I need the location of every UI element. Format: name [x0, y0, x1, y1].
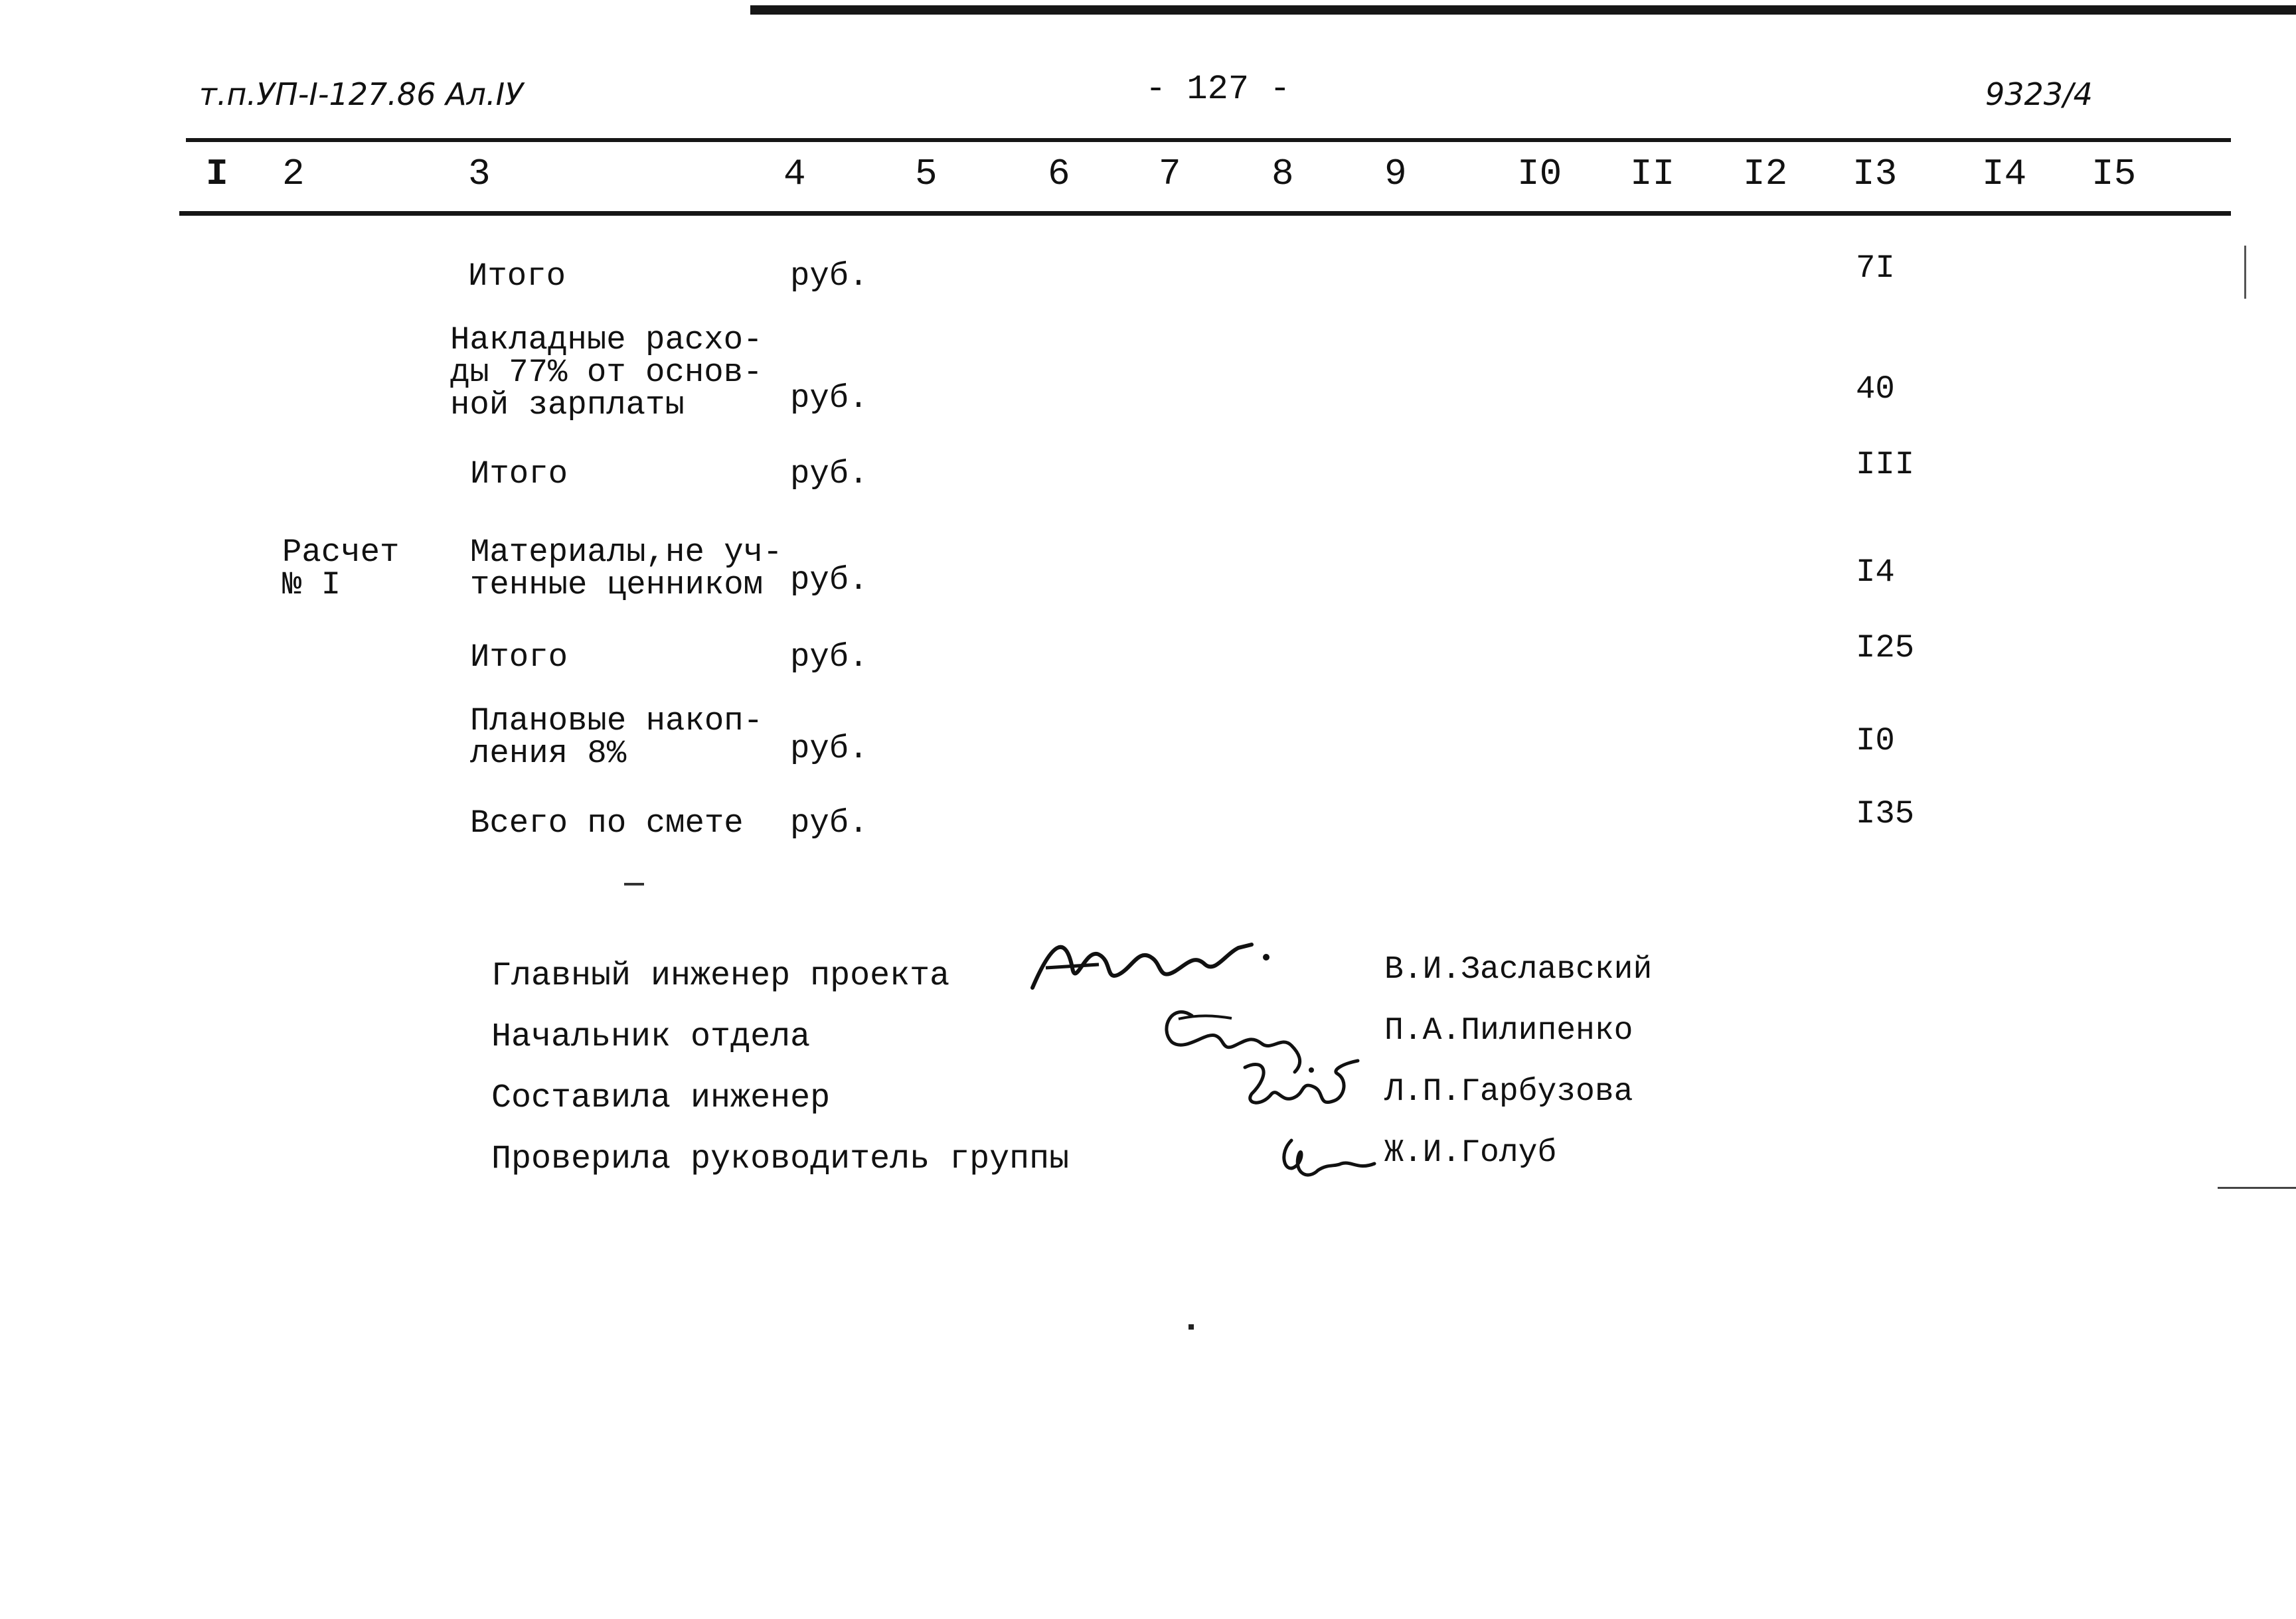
column-number: I5	[2091, 153, 2137, 195]
row-unit: руб.	[790, 805, 868, 842]
column-number: 4	[783, 153, 806, 195]
row-unit: руб.	[790, 455, 868, 493]
scan-speck	[624, 883, 644, 886]
document-code: т.п.УП-І-127.86 Ал.ІУ	[199, 76, 524, 112]
signatory-name: П.А.Пилипенко	[1384, 1013, 1633, 1049]
row-label: Всего по смете	[470, 805, 744, 842]
row-value: I0	[1856, 722, 1895, 759]
handwritten-signature-icon	[1275, 1134, 1388, 1190]
row-unit: руб.	[790, 562, 868, 599]
row-value: 40	[1856, 370, 1895, 408]
row-label: Итого	[468, 258, 566, 295]
row-unit: руб.	[790, 258, 868, 295]
column-number: 2	[282, 153, 305, 195]
handwritten-signature-icon	[1232, 1054, 1364, 1130]
top-border-line	[750, 5, 2296, 15]
column-number: I4	[1982, 153, 2027, 195]
row-label: Накладные расхо- ды 77% от основ- ной зарплаты	[450, 321, 763, 424]
page-number: - 127 -	[1145, 70, 1291, 109]
signatory-role: Составила инженер	[491, 1079, 831, 1117]
column-number: 8	[1271, 153, 1294, 195]
header-top-rule	[186, 138, 2231, 142]
column-number: 5	[915, 153, 938, 195]
header-bottom-rule	[179, 211, 2231, 216]
signatory-role: Начальник отдела	[491, 1018, 811, 1056]
scan-speck	[2218, 1187, 2296, 1189]
calculation-reference: Расчет № I	[282, 534, 400, 603]
row-unit: руб.	[790, 639, 868, 676]
column-number: I3	[1852, 153, 1898, 195]
archive-number: 9323/4	[1985, 76, 2093, 112]
row-label: Материалы,не уч- тенные ценником	[470, 534, 783, 603]
signatory-name: Л.П.Гарбузова	[1384, 1074, 1633, 1110]
column-number: 7	[1159, 153, 1181, 195]
row-unit: руб.	[790, 380, 868, 417]
column-number: II	[1630, 153, 1675, 195]
row-value: 7I	[1856, 250, 1895, 287]
column-number: 9	[1384, 153, 1407, 195]
row-unit: руб.	[790, 730, 868, 767]
scan-speck	[1189, 1324, 1194, 1330]
signatory-name: В.И.Заславский	[1384, 952, 1653, 988]
column-number: 3	[468, 153, 491, 195]
column-number: I0	[1517, 153, 1562, 195]
row-value: I25	[1856, 629, 1915, 666]
handwritten-signature-icon	[1026, 928, 1278, 1004]
row-label: Плановые накоп- ления 8%	[470, 702, 764, 772]
scan-speck	[2244, 246, 2246, 299]
signatory-name: Ж.И.Голуб	[1384, 1135, 1557, 1171]
signatory-role: Проверила руководитель группы	[491, 1140, 1070, 1178]
column-number: 6	[1048, 153, 1070, 195]
row-value: I4	[1856, 554, 1895, 591]
row-value: I35	[1856, 795, 1915, 832]
signatory-role: Главный инженер проекта	[491, 957, 950, 995]
row-value: III	[1856, 446, 1915, 483]
row-label: Итого	[470, 639, 568, 676]
row-label: Итого	[470, 455, 568, 493]
column-number: I2	[1743, 153, 1788, 195]
column-number: I	[206, 153, 228, 195]
